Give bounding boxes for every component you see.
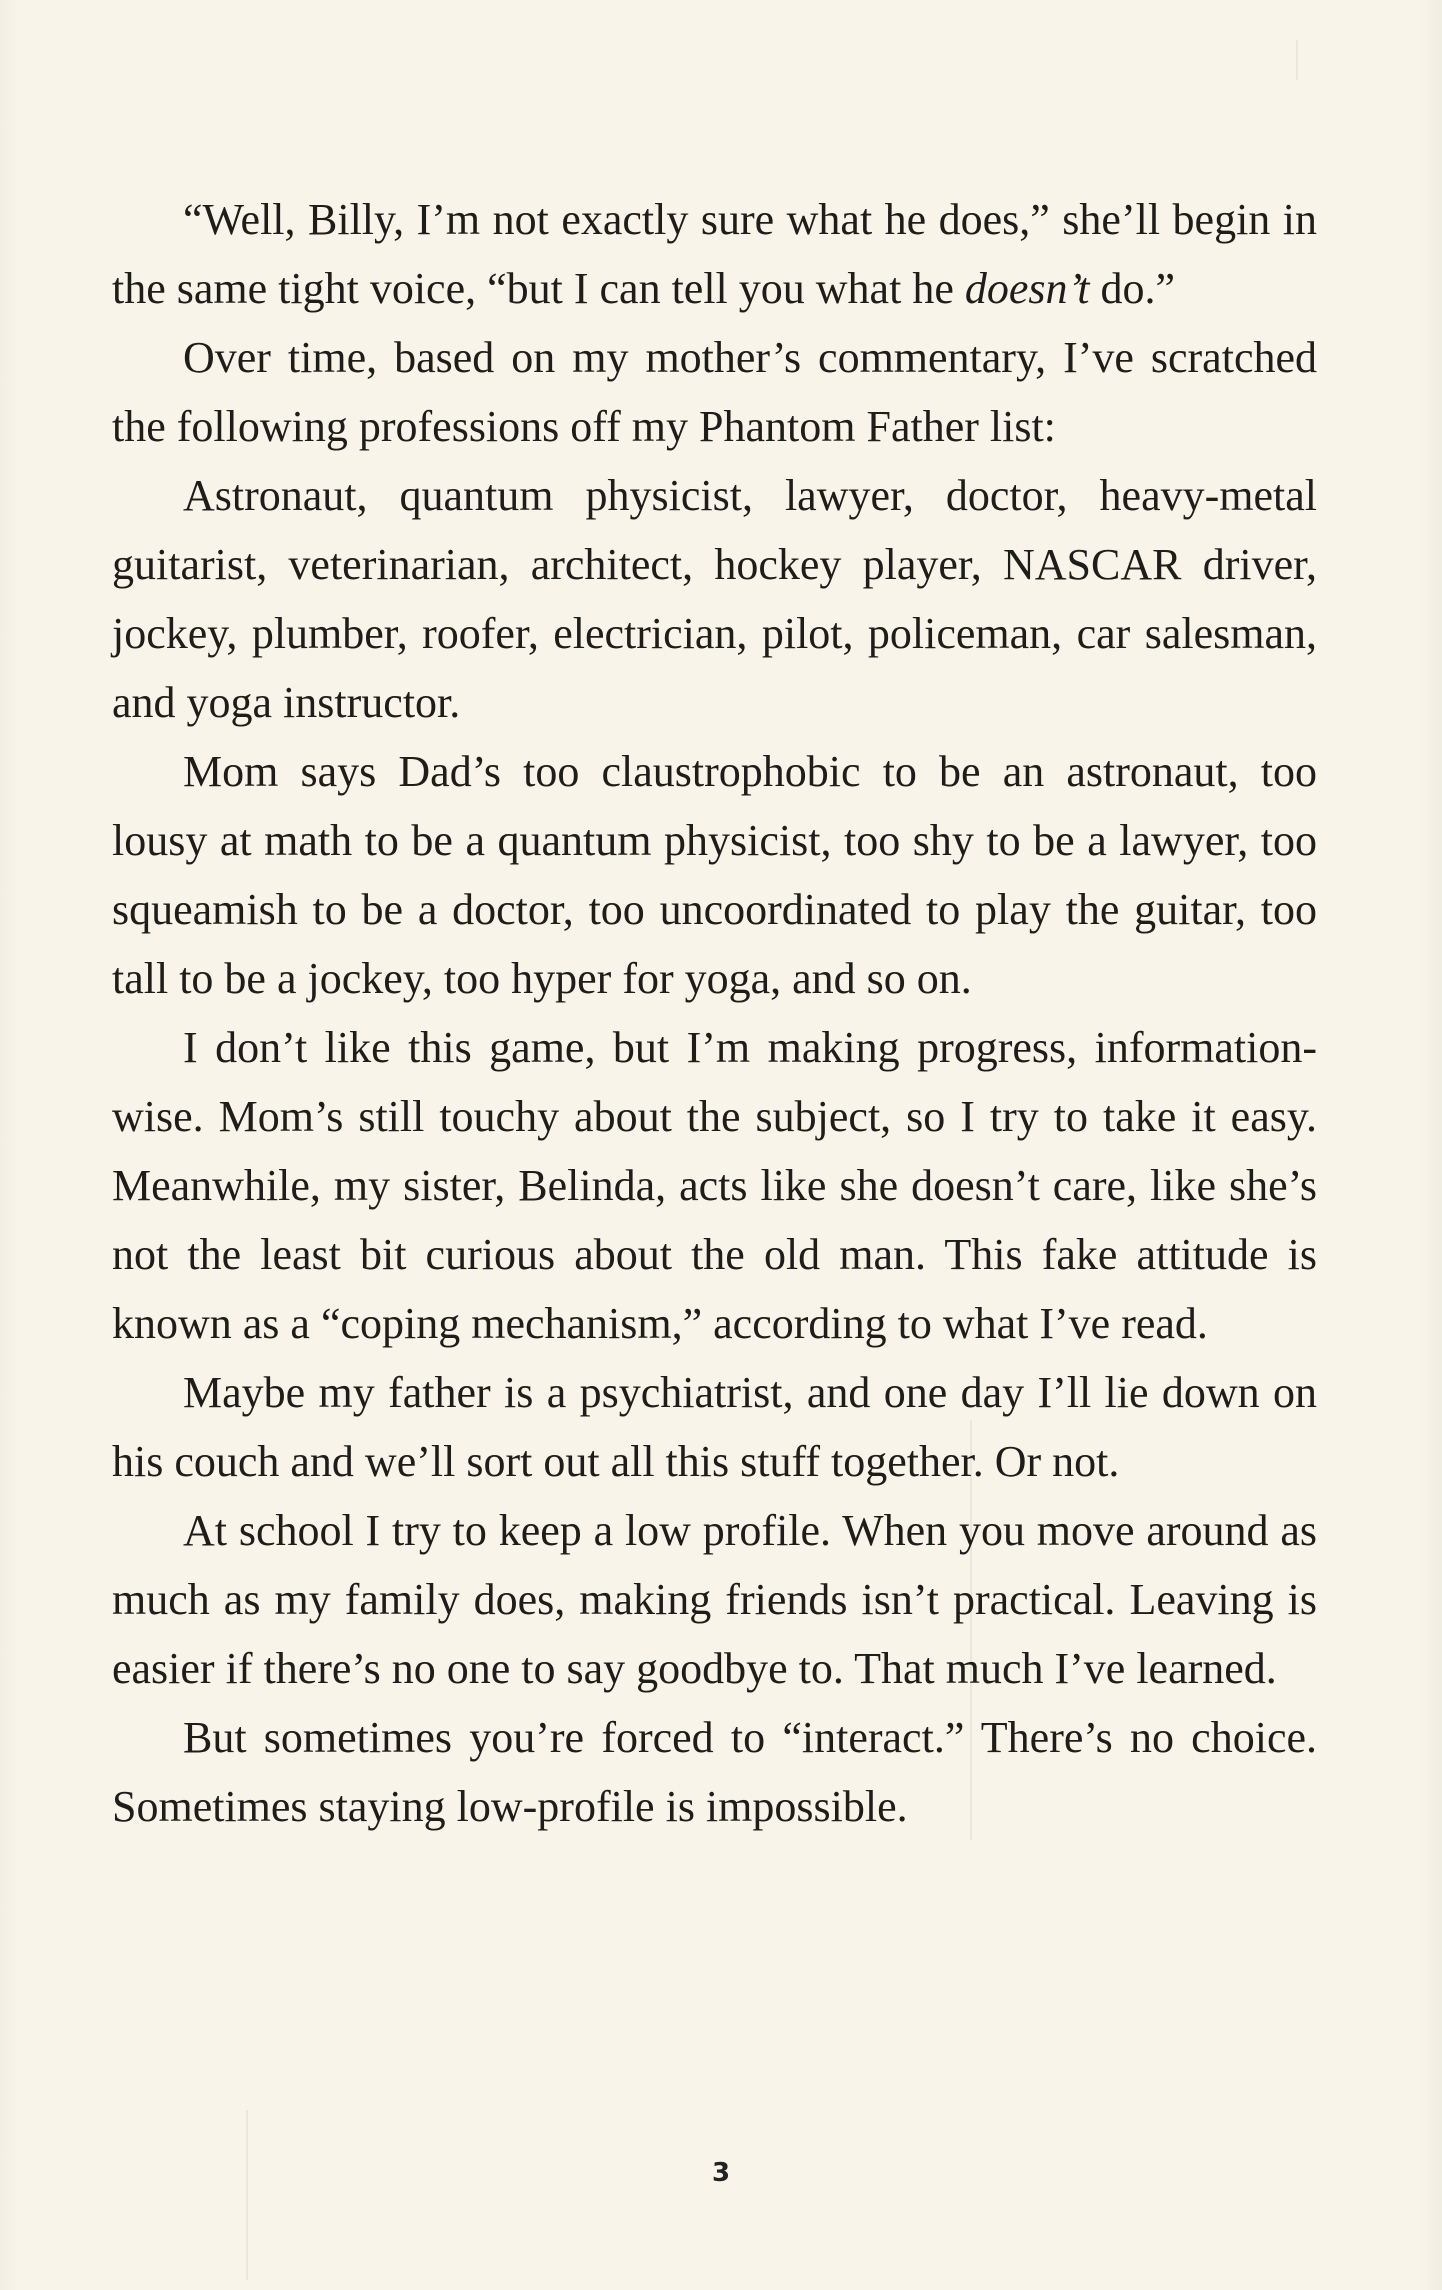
show-through-line bbox=[246, 2110, 248, 2280]
paragraph-1-text: “Well, Billy, I’m not exactly sure what he does,” she’ll begin in the same tight voice, “but I can tell you what he doesn’t do.” bbox=[112, 195, 1317, 313]
emphasis-doesnt: doesn’t bbox=[964, 264, 1090, 313]
paragraph-4: Mom says Dad’s too claustrophobic to be an astronaut, too lousy at math to be a quantum physicist, too shy to be a lawyer, too squeamish to be a doctor, too uncoordinated to play the guitar, too tall to be a jockey, too hyper for yoga, and so on. bbox=[112, 747, 1317, 1003]
show-through-line bbox=[1296, 40, 1298, 80]
paragraph-6: Maybe my father is a psychiatrist, and one day I’ll lie down on his couch and we’ll sort out all this stuff together. Or not. bbox=[112, 1368, 1317, 1486]
paragraph-8: But sometimes you’re forced to “interact.” There’s no choice. Sometimes staying low-profile is impossible. bbox=[112, 1713, 1317, 1831]
body-text bbox=[112, 185, 1317, 1841]
paragraph-7: At school I try to keep a low profile. When you move around as much as my family does, making friends isn’t practical. Leaving is easier if there’s no one to say goodbye to. That much I’ve learned. bbox=[112, 1506, 1317, 1693]
paragraph-1 bbox=[112, 185, 1317, 323]
paragraph-5: I don’t like this game, but I’m making progress, information-wise. Mom’s still touchy about the subject, so I try to take it easy. Meanwhile, my sister, Belinda, acts like she doesn’t care, like she’s not the least bit curious about the old man. This fake attitude is known as a “coping mechanism,” according to what I’ve read. bbox=[112, 1023, 1317, 1348]
paragraph-3-profession-list: Astronaut, quantum physicist, lawyer, doctor, heavy-metal guitarist, veterinarian, architect, hockey player, NASCAR driver, jockey, plumber, roofer, electrician, pilot, policeman, car salesman, and yoga instructor. bbox=[112, 471, 1317, 727]
paragraph-2: Over time, based on my mother’s commentary, I’ve scratched the following professions off my Phantom Father list: bbox=[112, 333, 1317, 451]
page-number: 3 bbox=[711, 2158, 731, 2188]
